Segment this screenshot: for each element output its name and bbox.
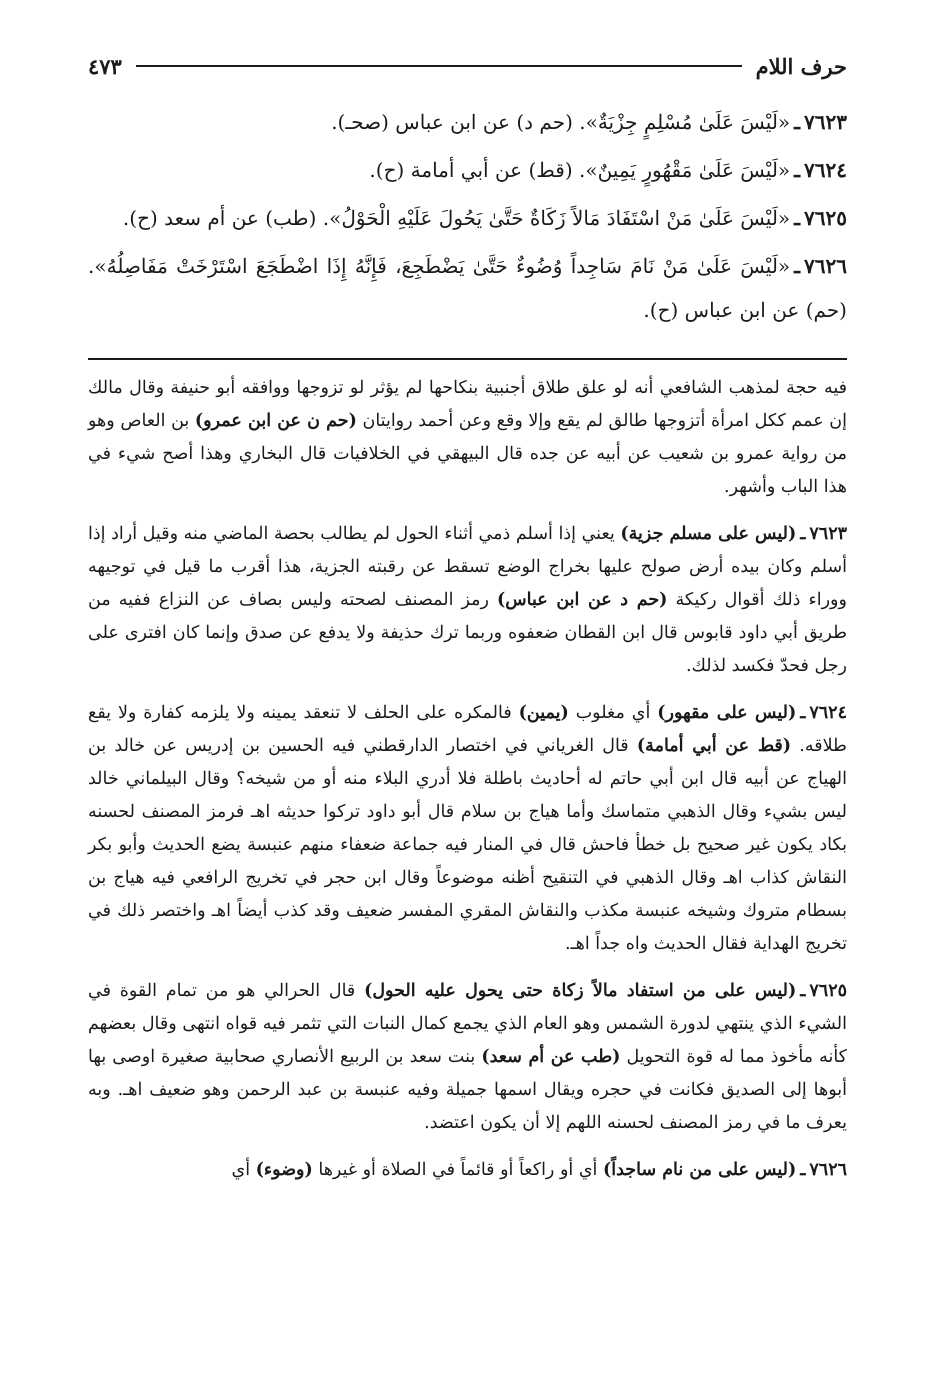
hadith-quote: (ليس على مقهور) (657, 703, 797, 723)
hadith-list (88, 100, 847, 332)
hadith-number: ٧٦٢٥ (804, 206, 847, 230)
footnote-divider (88, 358, 847, 360)
commentary-text: بنت سعد بن الربيع الأنصاري صحابية صغيرة اوصى بها أبوها إلى الصديق فكانت في حجره ويقال اسمها جميلة وفيه عنبسة بن عبد الرحمن وهو ضعيف اهـ. وبه يعرف ما في رمز المصنف لحسنه اللهم إلا أن يكون اعتضد. (88, 1047, 847, 1133)
commentary-text: قال الحرالي هو من تمام القوة في الشيء الذي ينتهي لدورة الشمس وهو العام الذي يجمع كمال النبات التي تثمر فيه قواه انتهى وقال بعضهم كأنه مأخوذ مما له قوة التحويل (88, 981, 847, 1067)
commentary-text: بن العاص وهو من رواية عمرو بن شعيب عن أبيه عن جده قال البيهقي في الخلافيات قال البخاري وهذا أصح شيء في هذا الباب وأشهر. (88, 411, 847, 497)
commentary-intro (88, 372, 847, 504)
hadith-source: (طب) عن أم سعد (ح). (122, 206, 317, 230)
hadith-number: ٧٦٢٦ (804, 254, 847, 278)
header-rule (136, 65, 742, 67)
hadith-7626 (88, 244, 847, 332)
hadith-source: (حم د) عن ابن عباس (صحـ). (331, 110, 573, 134)
dash: ـ (794, 254, 801, 278)
hadith-quote: (يمين) (518, 703, 569, 723)
hadith-source: (قط) عن أبي أمامة (ح). (369, 158, 573, 182)
commentary-number: ٧٦٢٤ (809, 703, 847, 723)
hadith-quote: (ليس على من نام ساجداً) (602, 1160, 797, 1180)
commentary-text: رمز المصنف لصحته وليس بصاف عن النزاع ففيه من طريق أبي داود قابوس قال ابن القطان ضعفوه وربما ترك حذيفة ولا يدفع عن صدق وإنما كان افترى على رجل فحدّ فكسد لذلك. (88, 590, 847, 676)
dash: ـ (794, 110, 801, 134)
hadith-7624 (88, 148, 847, 192)
commentary (88, 372, 847, 1187)
hadith-7623 (88, 100, 847, 144)
hadith-number: ٧٦٢٣ (804, 110, 847, 134)
hadith-quote: (وضوء) (255, 1160, 313, 1180)
hadith-text: «لَيْسَ عَلَىٰ مَقْهُورٍ يَمِينٌ». (578, 158, 791, 182)
commentary-7624 (88, 697, 847, 961)
commentary-number: ٧٦٢٣ (809, 524, 847, 544)
page-number: ٤٧٣ (88, 53, 122, 79)
hadith-number: ٧٦٢٤ (804, 158, 847, 182)
commentary-7625 (88, 975, 847, 1140)
hadith-source: (حم) عن ابن عباس (ح). (643, 298, 847, 322)
dash: ـ (800, 1160, 806, 1180)
commentary-text: فالمكره على الحلف لا تنعقد يمينه ولا يلزمه كفارة ولا يقع طلاقه. (88, 703, 847, 756)
commentary-7623 (88, 518, 847, 683)
commentary-text: يعني إذا أسلم ذمي أثناء الحول لم يطالب بحصة الماضي منه وقيل أراد إذا أسلم وكان بيده أرض صولح عليها بخراج الوضع تسقط عن رقبته الجزية، هذا أقرب ما قيل في توجيهه ووراء ذلك أقوال ركيكة (88, 524, 847, 610)
source-ref: (حم د عن ابن عباس) (497, 590, 668, 610)
dash: ـ (800, 703, 806, 723)
page-header (88, 46, 847, 86)
chapter-title: حرف اللام (755, 53, 847, 79)
commentary-number: ٧٦٢٦ (809, 1160, 847, 1180)
hadith-text: «لَيْسَ عَلَىٰ مُسْلِمٍ جِزْيَةٌ». (579, 110, 791, 134)
hadith-quote: (ليس على مسلم جزية) (620, 524, 797, 544)
commentary-text: أي مغلوب (575, 703, 651, 723)
hadith-quote: (ليس على من استفاد مالاً زكاة حتى يحول عليه الحول) (364, 981, 797, 1001)
commentary-7626 (88, 1154, 847, 1187)
commentary-text: أي أو راكعاً أو قائماً في الصلاة أو غيرها (318, 1160, 598, 1180)
commentary-number: ٧٦٢٥ (809, 981, 847, 1001)
commentary-text: قال الغرياني في اختصار الدارقطني فيه الحسين بن إدريس عن خالد بن الهياج عن أبيه قال ابن أبي حاتم له أحاديث باطلة فلا أدري البلاء منه أو من شيخه؟ وقال البيلماني خالد ليس بشيء وقال الذهبي متماسك وأما هياج بن سلام قال أبو داود تركوا حديثه اهـ فرمز المصنف لحسنه بكاد يكون غير صحيح بل خطأ فاحش قال في المنار فيه جماعة ضعفاء منهم عنبسة يضع الحديث وأبو بكر النقاش كذاب اهـ وقال الذهبي في التنقيح أظنه موضوعاً وقال ابن حجر في تخريج الرافعي فيه هياج بن بسطام متروك وشيخه عنبسة مكذب والنقاش المقري المفسر ضعيف وقد كذب أيضاً اهـ واختصر ذلك في تخريج الهداية فقال الحديث واه جداً اهـ. (88, 736, 847, 954)
dash: ـ (794, 158, 801, 182)
hadith-text: «لَيْسَ عَلَىٰ مَنْ نَامَ سَاجِداً وُضُوءٌ حَتَّىٰ يَضْطَجِعَ، فَإِنَّهُ إِذَا اضْطَجَعَ اسْتَرْخَتْ مَفَاصِلُهُ». (88, 254, 791, 278)
source-ref: (طب عن أم سعد) (481, 1047, 621, 1067)
commentary-text: فيه حجة لمذهب الشافعي أنه لو علق طلاق أجنبية بنكاحها لم يؤثر لو تزوجها ووافقه أبو حنيفة وقال مالك إن عمم ككل امرأة أتزوجها طالق لم يقع وإلا وقع وعن أحمد روايتان (88, 378, 847, 431)
dash: ـ (794, 206, 801, 230)
source-ref: (قط عن أبي أمامة) (636, 736, 792, 756)
dash: ـ (800, 524, 806, 544)
dash: ـ (800, 981, 806, 1001)
commentary-text: أي (231, 1160, 251, 1180)
hadith-7625 (88, 196, 847, 240)
source-ref: (حم ن عن ابن عمرو) (194, 411, 357, 431)
hadith-text: «لَيْسَ عَلَىٰ مَنْ اسْتَفَادَ مَالاً زَكَاةٌ حَتَّىٰ يَحُولَ عَلَيْهِ الْحَوْلُ». (322, 206, 791, 230)
